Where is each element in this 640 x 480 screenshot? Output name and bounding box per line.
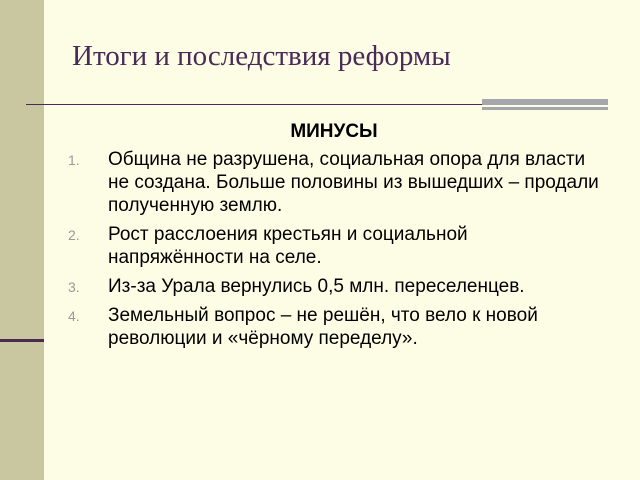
list-item-number: 1.: [68, 152, 80, 168]
consequences-list: [68, 148, 608, 356]
list-item: [68, 304, 608, 350]
list-item-text: Община не разрушена, социальная опора для власти не создана. Больше половины из вышедших – продали полученную землю.: [108, 149, 599, 216]
list-item-number: 2.: [68, 227, 80, 243]
list-item: [68, 223, 608, 269]
title-divider: [26, 104, 484, 105]
divider-bar-thin: [482, 107, 608, 110]
list-item-text: Земельный вопрос – не решён, что вело к новой революции и «чёрному переделу».: [108, 305, 538, 349]
left-decorative-band: [0, 0, 44, 480]
list-item: [68, 148, 608, 217]
list-item-text: Рост расслоения крестьян и социальной напряжённости на селе.: [108, 224, 468, 268]
list-item-number: 3.: [68, 279, 80, 295]
divider-bar: [482, 99, 608, 105]
list-item-text: Из-за Урала вернулись 0,5 млн. переселенцев.: [108, 276, 525, 297]
section-heading: МИНУСЫ: [290, 121, 378, 142]
left-accent-line: [0, 339, 44, 342]
slide-title: Итоги и последствия реформы: [72, 40, 451, 72]
list-item: [68, 275, 608, 298]
list-item-number: 4.: [68, 308, 80, 324]
